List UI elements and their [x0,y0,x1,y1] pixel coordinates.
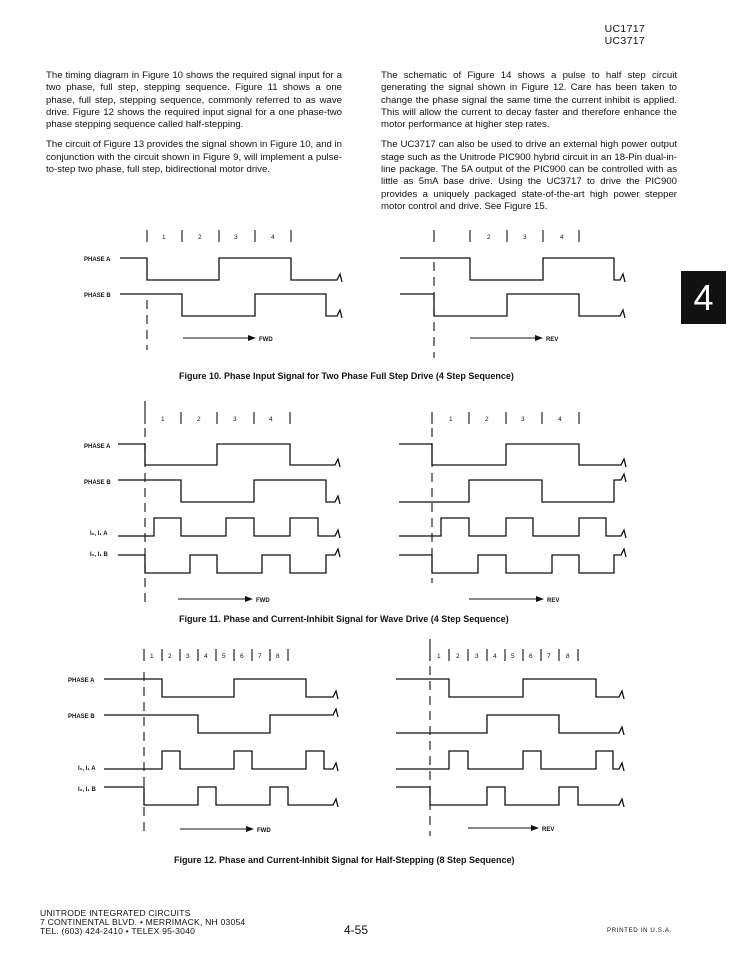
fwd-label: FWD [256,598,270,604]
footer-address [40,909,245,936]
step-number: 5 [511,653,515,660]
step-number: 4 [269,416,273,423]
text-column-right [381,70,677,221]
step-number: 3 [234,234,238,241]
step-number: 1 [162,234,166,241]
step-number: 7 [258,653,262,660]
inhibit-b-waveform [104,787,338,807]
step-number: 2 [197,416,201,423]
inhibit-a-waveform-rev [399,518,626,538]
paragraph: The schematic of Figure 14 shows a pulse to half step circuit generating the signal shown in Figure 12. Care has been taken to change the phase signal the same time the current inhibit is applied. This will allow the current to decay faster and therefore enhance the motor performance at higher step rates. [381,70,677,131]
step-number: 3 [521,416,525,423]
figure-12-caption: Figure 12. Phase and Current-Inhibit Signal for Half-Stepping (8 Step Sequence) [174,855,515,865]
phase-b-waveform [104,709,338,733]
phase-b-label: PHASE B [84,293,111,299]
figure-10-caption: Figure 10. Phase Input Signal for Two Phase Full Step Drive (4 Step Sequence) [179,371,514,381]
step-number: 6 [529,653,533,660]
figure-12-timing-diagram [0,636,729,848]
step-number: 7 [547,653,551,660]
step-number: 8 [276,653,280,660]
inhibit-b-waveform [118,549,340,573]
phase-b-waveform-rev [399,474,626,502]
footer-company: UNITRODE INTEGRATED CIRCUITS [40,908,191,918]
part-number-header [605,23,645,47]
step-number: 1 [150,653,154,660]
step-number: 2 [168,653,172,660]
rev-label: REV [546,337,559,343]
step-number: 3 [186,653,190,660]
figure-10-timing-diagram [0,220,729,365]
phase-b-label: PHASE B [68,714,95,720]
step-number: 2 [456,653,460,660]
inhibit-a-waveform [104,751,338,771]
phase-b-label: PHASE B [84,480,111,486]
printed-note: PRINTED IN U.S.A. [607,927,672,934]
step-number: 3 [233,416,237,423]
paragraph: The circuit of Figure 13 provides the signal shown in Figure 10, and in conjunction with the circuit shown in Figure 9, will implement a pulse-to-step two phase, full step, bidirectional motor drive. [46,139,342,176]
step-number: 4 [271,234,275,241]
phase-a-waveform [120,258,342,282]
phase-a-waveform [104,679,338,699]
paragraph: The UC3717 can also be used to drive an external high power output stage such as the Unitrode PIC900 hybrid circuit in an 18-Pin dual-in-line package. The 5A output of the PIC900 can be controlled with as little as 5mA base drive. Using the UC3717 to drive the PIC900 provides a uniquely packaged state-of-the-art high power stepper motor control and drive. See Figure 15. [381,139,677,212]
inhibit-a-waveform [118,518,340,538]
step-number: 1 [437,653,441,660]
step-number: 4 [560,234,564,241]
text-column-left [46,70,342,184]
rev-label: REV [542,827,555,833]
fwd-label: FWD [257,828,271,834]
phase-a-label: PHASE A [84,444,111,450]
step-number: 4 [493,653,497,660]
step-number: 2 [198,234,202,241]
phase-a-waveform-rev [399,444,626,467]
step-number: 1 [161,416,165,423]
step-number: 6 [240,653,244,660]
section-tab: 4 [681,271,726,324]
phase-b-waveform [118,480,340,504]
step-number: 3 [523,234,527,241]
fwd-label: FWD [259,337,273,343]
part-number-1: UC1717 [604,23,645,35]
step-number: 2 [487,234,491,241]
step-number: 1 [449,416,453,423]
inhibit-a-label: I₀, I₁ A [78,766,96,772]
step-number: 3 [475,653,479,660]
inhibit-b-label: I₀, I₁ B [90,552,108,558]
rev-label: REV [547,598,560,604]
inhibit-b-label: I₀, I₁ B [78,787,96,793]
phase-a-label: PHASE A [68,678,95,684]
phase-a-label: PHASE A [84,257,111,263]
phase-b-waveform [120,294,342,318]
figure-11-caption: Figure 11. Phase and Current-Inhibit Signal for Wave Drive (4 Step Sequence) [179,614,509,624]
footer-street: 7 CONTINENTAL BLVD. • MERRIMACK, NH 03054 [40,917,246,927]
step-number: 4 [558,416,562,423]
step-number: 4 [204,653,208,660]
paragraph: The timing diagram in Figure 10 shows the required signal input for a two phase, full step, stepping sequence. Figure 11 shows a one phase, full step, stepping sequence, commonly referred to as wave drive. Figure 12 shows the required input signal for a one phase-two phase stepping sequence called half-stepping. [46,70,342,131]
inhibit-a-label: I₀, I₁ A [90,531,108,537]
part-number-2: UC3717 [604,35,645,47]
inhibit-b-waveform-rev [399,549,626,573]
figure-11-timing-diagram [0,398,729,608]
page-number: 4-55 [344,923,369,937]
step-number: 2 [485,416,489,423]
step-number: 8 [566,653,570,660]
footer-contact: TEL. (603) 424-2410 • TELEX 95-3040 [40,926,196,936]
phase-a-waveform [118,444,340,467]
step-number: 5 [222,653,226,660]
